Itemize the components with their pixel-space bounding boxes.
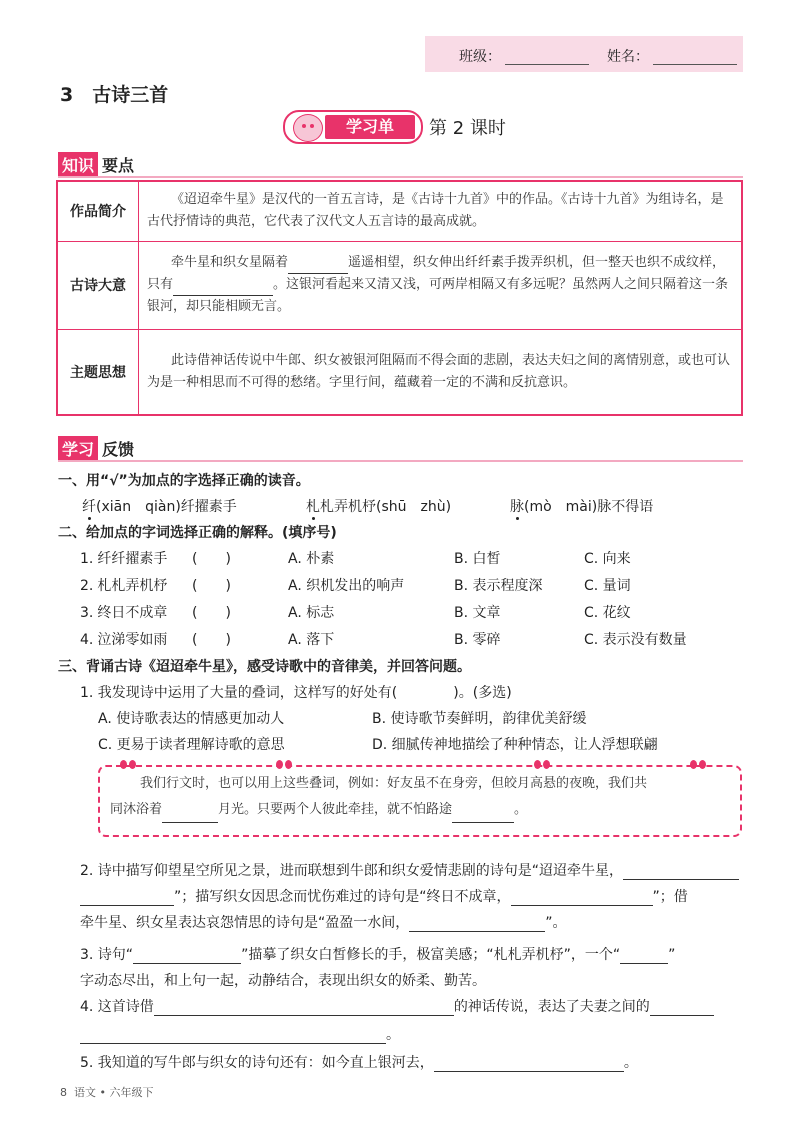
option-b: B. 表示程度深 xyxy=(454,578,543,594)
q-text: 的神话传说，表达了夫妻之间的 xyxy=(453,999,650,1015)
divider xyxy=(58,460,743,462)
lesson-title: 3 古诗三首 xyxy=(60,84,169,106)
meaning-text-b: 遥遥相望，织女伸出纤纤素手拨弄织机，但一整天也织不成纹样，只有 xyxy=(147,255,726,292)
fill-blank[interactable] xyxy=(80,891,174,906)
sheet-badge xyxy=(283,110,423,144)
fill-blank[interactable] xyxy=(650,1001,714,1016)
q3-s4-line2 xyxy=(80,1024,400,1044)
q1-item[interactable] xyxy=(82,496,237,516)
q-text: 2. 诗中描写仰望星空所见之景，进而联想到牛郎和织女爱情悲剧的诗句是“迢迢牵牛星， xyxy=(80,863,624,879)
q3-s3-line2: 字动态尽出，和上句一起，动静结合，表现出织女的娇柔、勤苦。 xyxy=(80,973,486,989)
q-text: 5. 我知道的写牛郎与织女的诗句还有：如今直上银河去， xyxy=(80,1055,434,1071)
item-phrase: 泣涕零如雨 xyxy=(97,632,168,648)
knowledge-header-tag: 知识 xyxy=(58,152,98,177)
q-text: ”；借 xyxy=(652,889,688,905)
q-text: ”描摹了织女白皙修长的手，极富美感；“札札弄机杼”，一个“ xyxy=(241,947,621,963)
q2-item xyxy=(80,629,167,649)
table-row xyxy=(57,329,742,415)
fill-blank[interactable] xyxy=(133,949,241,964)
item-number: 3. xyxy=(80,605,94,621)
bow-icon xyxy=(120,760,136,770)
bow-icon xyxy=(690,760,706,770)
theme-text: 此诗借神话传说中牛郎、织女被银河阻隔而不得会面的悲剧，表达夫妇之间的离情别意，或也可认为是一种相思而不可得的愁绪。字里行间，蕴藏着一定的不满和反抗意识。 xyxy=(147,352,731,390)
name-field[interactable] xyxy=(653,64,737,65)
option-a: A. 落下 xyxy=(288,632,335,648)
choice-c[interactable]: C. 更易于读者理解诗歌的意思 xyxy=(98,737,285,753)
q3-title: 三、背诵古诗《迢迢牵牛星》，感受诗歌中的音律美，并回答问题。 xyxy=(58,659,471,675)
fill-blank[interactable] xyxy=(434,1057,624,1072)
dotted-char: 札 xyxy=(306,499,320,515)
q-text: 牵牛星、织女星表达哀怨情思的诗句是“盈盈一水间， xyxy=(80,915,410,931)
answer-paren[interactable]: ( ) xyxy=(192,632,231,648)
pinyin-options: 札弄机杼(shū zhù) xyxy=(320,499,452,515)
q2-item xyxy=(80,575,167,595)
lesson-period: 第 2 课时 xyxy=(429,118,506,139)
q-text: ”。 xyxy=(545,915,567,931)
meaning-text-a: 牵牛星和织女星隔着 xyxy=(171,255,289,270)
knowledge-header xyxy=(58,152,134,176)
fill-blank[interactable] xyxy=(623,865,739,880)
fill-blank[interactable] xyxy=(409,917,545,932)
class-field[interactable] xyxy=(505,64,589,65)
item-number: 1. xyxy=(80,551,94,567)
fill-blank[interactable] xyxy=(452,808,514,823)
class-label: 班级： xyxy=(459,49,501,65)
tiger-mascot-icon xyxy=(293,114,323,142)
fill-blank[interactable] xyxy=(154,1001,454,1016)
bow-icon xyxy=(534,760,550,770)
q3-s1-stem[interactable]: 1. 我发现诗中运用了大量的叠词，这样写的好处有( )。(多选) xyxy=(80,685,512,701)
fill-blank[interactable] xyxy=(511,891,653,906)
tip-line-2 xyxy=(100,797,740,823)
answer-paren[interactable]: ( ) xyxy=(192,605,231,621)
option-a: A. 朴素 xyxy=(288,551,335,567)
fill-blank[interactable] xyxy=(162,808,218,823)
page-number: 8 xyxy=(60,1086,67,1099)
knowledge-table xyxy=(56,180,743,416)
q2-item xyxy=(80,602,167,622)
q-text: ”；描写织女因思念而忧伤难过的诗句是“终日不成章， xyxy=(174,889,511,905)
name-label: 姓名： xyxy=(607,49,649,65)
worksheet-banner xyxy=(283,110,523,142)
q3-s2-line2 xyxy=(80,886,688,906)
page-footer xyxy=(60,1084,153,1100)
item-number: 2. xyxy=(80,578,94,594)
q2-item xyxy=(80,548,167,568)
knowledge-header-text: 要点 xyxy=(102,156,135,175)
choice-a[interactable]: A. 使诗歌表达的情感更加动人 xyxy=(98,711,285,727)
option-a: A. 标志 xyxy=(288,605,335,621)
row-key: 主题思想 xyxy=(57,329,139,415)
intro-text: 《迢迢牵牛星》是汉代的一首五言诗，是《古诗十九首》中的作品。《古诗十九首》为组诗名，是古代抒情诗的典范，它代表了汉代文人五言诗的最高成就。 xyxy=(147,192,724,230)
name-bar xyxy=(425,36,743,72)
q1-item[interactable] xyxy=(306,496,451,516)
q-text: 。 xyxy=(623,1055,638,1071)
feedback-header xyxy=(58,436,134,460)
row-text xyxy=(139,329,743,415)
bow-icon xyxy=(276,760,292,770)
option-c: C. 量词 xyxy=(584,578,631,594)
feedback-header-tag: 学习 xyxy=(58,436,98,461)
q1-item[interactable] xyxy=(510,496,653,516)
pinyin-options: (xiān qiàn)纤擢素手 xyxy=(96,499,237,515)
writing-tip-box xyxy=(98,765,742,837)
tip-line-1: 我们行文时，也可以用上这些叠词，例如：好友虽不在身旁，但皎月高悬的夜晚，我们共 xyxy=(140,776,648,791)
q-text: 。 xyxy=(386,1027,400,1043)
table-row xyxy=(57,241,742,329)
fill-blank[interactable] xyxy=(288,259,348,274)
sheet-title: 学习单 xyxy=(325,115,415,139)
option-b: B. 文章 xyxy=(454,605,501,621)
q3-s2-line1 xyxy=(80,860,739,880)
q-text: 3. 诗句“ xyxy=(80,947,134,963)
meaning-text-c: 。这银河看起来又清又浅，可两岸相隔又有多远呢？虽然两人之间只隔着这一条银河，却只能相顾无言。 xyxy=(147,277,729,314)
q1-title: 一、用“√”为加点的字选择正确的读音。 xyxy=(58,473,310,489)
answer-paren[interactable]: ( ) xyxy=(192,551,231,567)
fill-blank[interactable] xyxy=(80,1029,386,1044)
divider xyxy=(58,176,743,178)
option-a: A. 织机发出的响声 xyxy=(288,578,405,594)
tip-text: 同沐浴着 xyxy=(110,802,163,817)
fill-blank[interactable] xyxy=(620,949,668,964)
row-text xyxy=(139,181,743,241)
row-key: 作品简介 xyxy=(57,181,139,241)
q-text: ” xyxy=(668,947,676,963)
q3-s5-line1 xyxy=(80,1052,638,1072)
tip-text: 月光。只要两个人彼此牵挂，就不怕路途 xyxy=(218,802,453,817)
option-c: C. 向来 xyxy=(584,551,631,567)
option-c: C. 表示没有数量 xyxy=(584,632,687,648)
option-c: C. 花纹 xyxy=(584,605,631,621)
feedback-header-text: 反馈 xyxy=(102,440,135,459)
answer-paren[interactable]: ( ) xyxy=(192,578,231,594)
dotted-char: 纤 xyxy=(82,499,96,515)
q3-s2-line3 xyxy=(80,912,567,932)
item-phrase: 终日不成章 xyxy=(97,605,168,621)
item-phrase: 纤纤擢素手 xyxy=(97,551,168,567)
row-key: 古诗大意 xyxy=(57,241,139,329)
option-b: B. 零碎 xyxy=(454,632,501,648)
pinyin-options: (mò mài)脉不得语 xyxy=(524,499,654,515)
q3-s3-line1 xyxy=(80,944,675,964)
item-number: 4. xyxy=(80,632,94,648)
table-row xyxy=(57,181,742,241)
option-b: B. 白皙 xyxy=(454,551,501,567)
choice-b[interactable]: B. 使诗歌节奏鲜明，韵律优美舒缓 xyxy=(372,711,587,727)
q3-s4-line1 xyxy=(80,996,714,1016)
q2-title: 二、给加点的字词选择正确的解释。(填序号) xyxy=(58,525,337,541)
q-text: 4. 这首诗借 xyxy=(80,999,154,1015)
fill-blank[interactable] xyxy=(173,281,273,296)
tip-text: 。 xyxy=(514,802,528,817)
choice-d[interactable]: D. 细腻传神地描绘了种种情态，让人浮想联翩 xyxy=(372,737,658,753)
subject-label: 语文 • 六年级下 xyxy=(74,1086,154,1099)
dotted-char: 脉 xyxy=(510,499,524,515)
row-text xyxy=(139,241,743,329)
item-phrase: 札札弄机杼 xyxy=(97,578,168,594)
